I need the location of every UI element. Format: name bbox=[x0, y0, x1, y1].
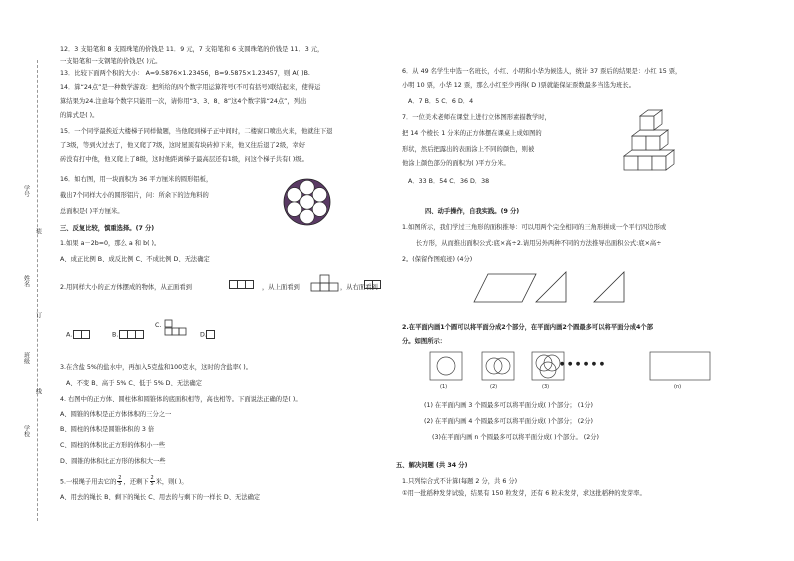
solve-q1: 1.只列综合式不计算(每题 2 分，共 6 分) bbox=[402, 478, 518, 485]
q7-line1: 7．一位美术老师在课堂上进行立体图形素描教学时， bbox=[402, 114, 551, 121]
figure-label-n: (n) bbox=[674, 384, 682, 390]
cube-stack-figure bbox=[620, 104, 696, 178]
section-4-heading: 四、动手操作，自我实践。(9 分) bbox=[425, 208, 520, 215]
binding-mark-1: 装 bbox=[34, 228, 42, 234]
shapes-row bbox=[460, 268, 640, 308]
mc-q1: 1.如果 a－2b=0，那么 a 和 b( )。 bbox=[60, 240, 161, 247]
q7-line3: 形状，然后把露出的表面涂上不同的颜色，则被 bbox=[402, 146, 535, 153]
practice-q2-sub1: (1) 在平面内画 3 个圆最多可以将平面分成( )个部分； (1分) bbox=[424, 402, 594, 409]
student-id-label: 学号 bbox=[22, 185, 30, 197]
mc-q5-options: A、用去的绳长 B、剩下的绳长 C、用去的与剩下的一样长 D、无法确定 bbox=[60, 494, 261, 501]
q12-line2: 一支铅笔和一支钢笔的价钱是( )元。 bbox=[60, 58, 162, 65]
triangle-shape-2 bbox=[594, 272, 624, 302]
q6-line2: 小明 10 票，小华 12 票，那么小红至少再得( D )票就能保证票数最多当选为班长。 bbox=[402, 82, 635, 89]
mc-q2-text-c: ，从右面看到 bbox=[340, 284, 378, 291]
right-view-figure bbox=[365, 280, 381, 289]
front-view-figure bbox=[230, 280, 254, 289]
q14-line3: 的算式是( )。 bbox=[60, 112, 99, 119]
q14-line1: 14．算“24点”是一种数学游戏：把所给的四个数字用运算符号(不可有括号)联结起来，使得运 bbox=[60, 84, 321, 91]
solve-q1-item1: ①用一批稻种发芽试验，结果有 150 粒发芽，还有 6 粒未发芽，求这批稻种的发芽率。 bbox=[402, 490, 646, 497]
q7-line2: 把 14 个棱长 1 分米的正方体摆在课桌上成如图的 bbox=[402, 130, 542, 137]
q14-line2: 算结果为24.注意每个数字只能用一次，请你用“3、3、8、8”这4个数字算“24点”，列出 bbox=[60, 98, 307, 105]
q16-line3: 总面积是( )平方厘米。 bbox=[60, 208, 124, 215]
q7-options: A．33 B．54 C．36 D．38 bbox=[408, 178, 490, 185]
q6-line1: 6．从 49 名学生中选一名班长，小红、小明和小华为候选人，统计 37 票后的结果是：小红 15 票， bbox=[402, 68, 682, 75]
mc-q4-option-d: D、圆锥的体积比正方形的体积大一些 bbox=[60, 458, 166, 465]
q15-line2: 了3级，等到火过去了，他又爬了7级，这时屋顶有块砖掉下来，他又往后退了2级，幸好 bbox=[60, 142, 306, 149]
q13: 13．比较下面两个积的大小： A=9.5876×1.23456，B=9.5875×1.23457，则 A( )B. bbox=[60, 70, 310, 77]
mc-q2-option-a: A. bbox=[66, 330, 90, 339]
binding-dashed-line bbox=[37, 60, 38, 521]
practice-q2-line2: 分。如图所示： bbox=[402, 338, 447, 345]
practice-q2-sub2: (2) 在平面内画 4 个圆最多可以将平面分成( )个部分； (2分) bbox=[424, 418, 594, 425]
mc-q5: 5.一根绳子用去它的 $\frac{2}{5}$ ，还剩下 $\frac{2}{5}$ 米，则( )。 bbox=[60, 475, 188, 487]
q16-line1: 16．如右图，用一块面积为 36 平方厘米的圆形铝板， bbox=[60, 176, 213, 183]
practice-q1-line3: 2。(保留作图痕迹) (4分) bbox=[402, 256, 473, 263]
mc-q3-options: A、不变 B、高于 5% C、低于 5% D、无法确定 bbox=[66, 380, 203, 387]
triangle-shape-1 bbox=[536, 272, 566, 302]
section-3-heading: 三、反复比较，慎重选择。(7 分) bbox=[60, 225, 155, 232]
mc-q2-option-d: D. bbox=[200, 330, 215, 339]
mc-q2-text-a: 2.用同样大小的正方体摆成的物体，从正面看到 bbox=[60, 284, 192, 291]
practice-q2-sub3: (3)在平面内画 n 个圆最多可以将平面分成( )个部分。 (2分) bbox=[432, 434, 599, 441]
practice-q1-line1: 1.如图所示，我们学过三角形的面积推导：可以用两个完全相同的三角形拼成一个平行四边形或 bbox=[402, 224, 667, 231]
seven-circles-figure bbox=[283, 178, 331, 226]
binding-mark-3: 线 bbox=[34, 388, 42, 394]
parallelogram-shape bbox=[474, 274, 536, 302]
class-label: 班级 bbox=[22, 352, 30, 364]
mc-q3: 3.在含盐 5%的盐水中，再加入5克盐和100克水，这时的含盐率( )。 bbox=[60, 364, 253, 371]
practice-q2-line1: 2.在平面内画1个圆可以将平面分成2个部分，在平面内画2个圆最多可以将平面分成4个部 bbox=[402, 324, 653, 331]
q7-line4: 他涂上颜色部分的面积为( )平方分米。 bbox=[402, 160, 510, 167]
mc-q4: 4. 右图中的正方体、圆柱体和圆锥体的底面积相等，高也相等。下面说法正确的是( )。 bbox=[60, 396, 302, 403]
mc-q2-option-b: B. bbox=[112, 330, 144, 339]
option-c-figure bbox=[164, 318, 188, 338]
binding-mark-2: 订 bbox=[34, 312, 42, 318]
mc-q4-option-a: A、圆锥的体积是正方体体积的三分之一 bbox=[60, 411, 172, 418]
figure-label-3: (3) bbox=[542, 384, 550, 390]
circles-partition-figure bbox=[428, 350, 728, 396]
ellipsis-dots: ● ● ● ● ● ● bbox=[560, 361, 606, 367]
top-view-figure bbox=[310, 274, 340, 292]
section-5-heading: 五、解决问题 (共 34 分) bbox=[396, 462, 468, 469]
mc-q2-text-b: ，从上面看到 bbox=[262, 284, 300, 291]
school-label: 学校 bbox=[22, 425, 30, 437]
mc-q4-option-c: C、圆柱的体积比正方形的体积小一些 bbox=[60, 442, 166, 449]
mc-q1-options: A、成正比例 B、成反比例 C、不成比例 D、无法确定 bbox=[60, 256, 210, 263]
mc-q4-option-b: B、圆柱的体积是圆锥体积的 3 倍 bbox=[60, 426, 155, 433]
q15-line3: 砖没有打中他，他又爬上了8级，这时他距离梯子最高层还有1级，问这个梯子共有( )级。 bbox=[60, 156, 308, 163]
figure-label-1: (1) bbox=[440, 384, 448, 390]
practice-q1-line2: 长方形，从而推出面积公式:底×高÷2.请用另外两种不同的方法推导出面积公式:底×高÷ bbox=[416, 240, 662, 247]
figure-label-2: (2) bbox=[490, 384, 498, 390]
q6-options: A．7 B．5 C．6 D．4 bbox=[408, 98, 474, 105]
q15-line1: 15．一个同学最挨近大楼梯子同样做题，当他爬到梯子正中间时，二楼窗口喷出火来，他就往下退 bbox=[60, 128, 333, 135]
name-label: 姓名 bbox=[22, 275, 30, 287]
q16-line2: 截出7个同样大小的圆形铝片，问：所余下的边角料的 bbox=[60, 192, 209, 199]
mc-q2-option-c: C. bbox=[155, 322, 162, 329]
q12-line1: 12．3 支铅笔和 8 支圆珠笔的价钱是 11．9 元，7 支铅笔和 6 支圆珠笔的价钱是 11．3 元， bbox=[60, 46, 324, 53]
